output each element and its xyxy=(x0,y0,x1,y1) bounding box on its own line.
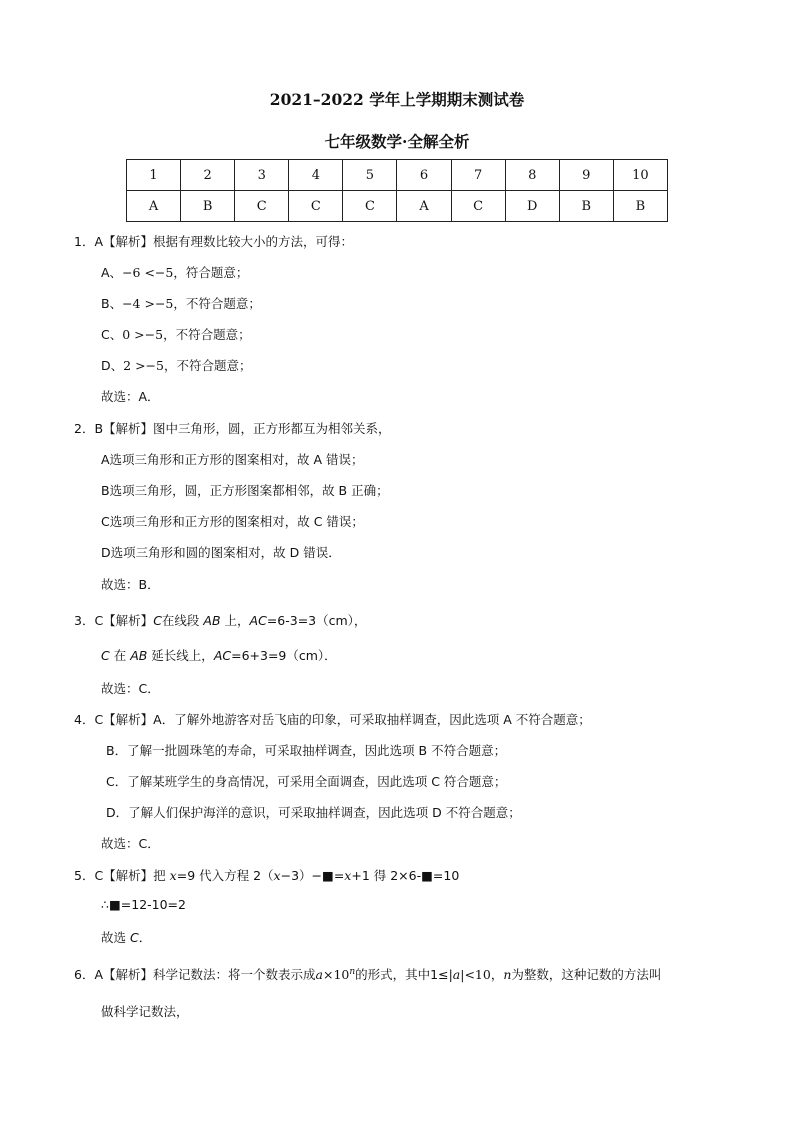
text-fragment: 的形式，其中1≤| xyxy=(355,967,453,982)
answer-table xyxy=(126,159,668,222)
text-fragment: +1 得 2×6-■=10 xyxy=(351,868,460,883)
math-fragment: ×10 xyxy=(322,967,350,982)
answer-cell: C xyxy=(235,191,289,222)
q3-label: 3．C【解析】 xyxy=(74,613,154,628)
q1-option-b xyxy=(101,294,261,312)
text-fragment: 5．C【解析】把 xyxy=(74,868,170,883)
question-number-cell: 4 xyxy=(289,160,343,191)
q6-heading xyxy=(74,965,661,983)
option-letter: A、 xyxy=(101,265,123,280)
variable-x: x xyxy=(273,868,281,883)
option-letter: C、 xyxy=(101,327,123,342)
text-fragment: 6．A【解析】科学记数法：将一个数表示成 xyxy=(74,967,316,982)
segment-name: AC xyxy=(213,648,232,663)
q2-heading: 2．B【解析】图中三角形，圆，正方形都互为相邻关系， xyxy=(74,421,391,436)
option-verdict: ，符合题意； xyxy=(173,265,249,280)
exam-subtitle: 七年级数学·全解全析 xyxy=(324,132,470,151)
question-number-cell: 7 xyxy=(451,160,505,191)
q5-conclusion xyxy=(101,928,151,946)
q1-option-d xyxy=(101,356,251,374)
answer-cell: C xyxy=(343,191,397,222)
q4-option-d: D．了解人们保护海洋的意识，可采取抽样调查，因此选项 D 不符合题意； xyxy=(106,805,521,820)
question-number-cell: 9 xyxy=(559,160,613,191)
answer-cell: B xyxy=(559,191,613,222)
math-inequality: 0 >−5 xyxy=(122,327,164,342)
math-inequality: 2 >−5 xyxy=(123,358,164,373)
exponent-n: n xyxy=(349,966,356,977)
q3-heading xyxy=(74,611,366,629)
question-number-cell: 1 xyxy=(127,160,181,191)
answer-cell: C xyxy=(451,191,505,222)
q3-line-2 xyxy=(101,646,337,664)
answer-cell: C xyxy=(289,191,343,222)
text-fragment: 故选 xyxy=(101,930,130,945)
text-fragment: 在线段 xyxy=(161,613,204,628)
q2-option-c: C选项三角形和正方形的图案相对，故 C 错误； xyxy=(101,514,364,529)
segment-name: AC xyxy=(249,613,267,628)
option-verdict: ，不符合题意； xyxy=(163,327,251,342)
variable-n: n xyxy=(503,967,512,982)
q1-option-a xyxy=(101,263,248,281)
q6-line-2: 做科学记数法， xyxy=(101,1004,189,1019)
q2-option-d: D选项三角形和圆的图案相对，故 D 错误． xyxy=(101,545,341,560)
q5-line-2: ∴■=12-10=2 xyxy=(101,897,186,912)
math-inequality: −6 <−5 xyxy=(122,265,174,280)
answer-cell: A xyxy=(127,191,181,222)
math-inequality: −4 >−5 xyxy=(122,296,174,311)
question-number-cell: 5 xyxy=(343,160,397,191)
q4-option-c: C．了解某班学生的身高情况，可采用全面调查，因此选项 C 符合题意； xyxy=(106,774,507,789)
q2-conclusion: 故选：B． xyxy=(101,577,160,592)
q1-option-c xyxy=(101,325,251,343)
text-fragment: =9 代入方程 2（ xyxy=(176,868,274,883)
text-fragment: 上， xyxy=(220,613,250,628)
variable-x: x xyxy=(169,868,177,883)
answer-cell: B xyxy=(613,191,667,222)
question-number-cell: 8 xyxy=(505,160,559,191)
point-name: C xyxy=(101,648,110,663)
q4-conclusion: 故选：C． xyxy=(101,836,160,851)
q4-heading: 4．C【解析】A．了解外地游客对岳飞庙的印象，可采取抽样调查，因此选项 A 不符合题意； xyxy=(74,712,591,727)
option-verdict: ，不符合题意； xyxy=(173,296,261,311)
text-fragment: 为整数，这种记数的方法叫 xyxy=(511,967,662,982)
segment-name: AB xyxy=(203,613,221,628)
text-fragment: =6-3=3（cm）， xyxy=(266,613,367,628)
text-fragment: =6+3=9（cm）． xyxy=(231,648,337,663)
text-fragment: −3）−■= xyxy=(280,868,345,883)
exam-title: 2021–2022 学年上学期期末测试卷 xyxy=(269,90,525,109)
answer-letter: C xyxy=(129,930,139,945)
question-number-cell: 6 xyxy=(397,160,451,191)
q3-conclusion: 故选：C． xyxy=(101,681,160,696)
answer-table-number-row xyxy=(127,160,668,191)
text-fragment: 在 xyxy=(109,648,131,663)
text-fragment: 延长线上， xyxy=(147,648,214,663)
answer-cell: B xyxy=(181,191,235,222)
option-verdict: ，不符合题意； xyxy=(163,358,252,373)
point-name: C xyxy=(153,613,162,628)
answer-cell: D xyxy=(505,191,559,222)
question-number-cell: 3 xyxy=(235,160,289,191)
q1-heading: 1．A【解析】根据有理数比较大小的方法，可得： xyxy=(74,234,354,249)
variable-a: a xyxy=(315,967,323,982)
option-letter: D、 xyxy=(101,358,124,373)
variable-x: x xyxy=(344,868,352,883)
option-letter: B、 xyxy=(101,296,123,311)
q2-option-a: A选项三角形和正方形的图案相对，故 A 错误； xyxy=(101,452,364,467)
variable-a: a xyxy=(452,967,461,982)
text-fragment: ． xyxy=(138,930,152,945)
math-fragment: |<10， xyxy=(460,967,504,982)
q1-conclusion: 故选：A． xyxy=(101,389,160,404)
q2-option-b: B选项三角形，圆，正方形图案都相邻，故 B 正确； xyxy=(101,483,389,498)
segment-name: AB xyxy=(130,648,148,663)
answer-table-answer-row xyxy=(127,191,668,222)
q4-option-b: B．了解一批圆珠笔的寿命，可采取抽样调查，因此选项 B 不符合题意； xyxy=(106,743,507,758)
q5-heading xyxy=(74,866,459,884)
answer-cell: A xyxy=(397,191,451,222)
question-number-cell: 2 xyxy=(181,160,235,191)
question-number-cell: 10 xyxy=(613,160,667,191)
